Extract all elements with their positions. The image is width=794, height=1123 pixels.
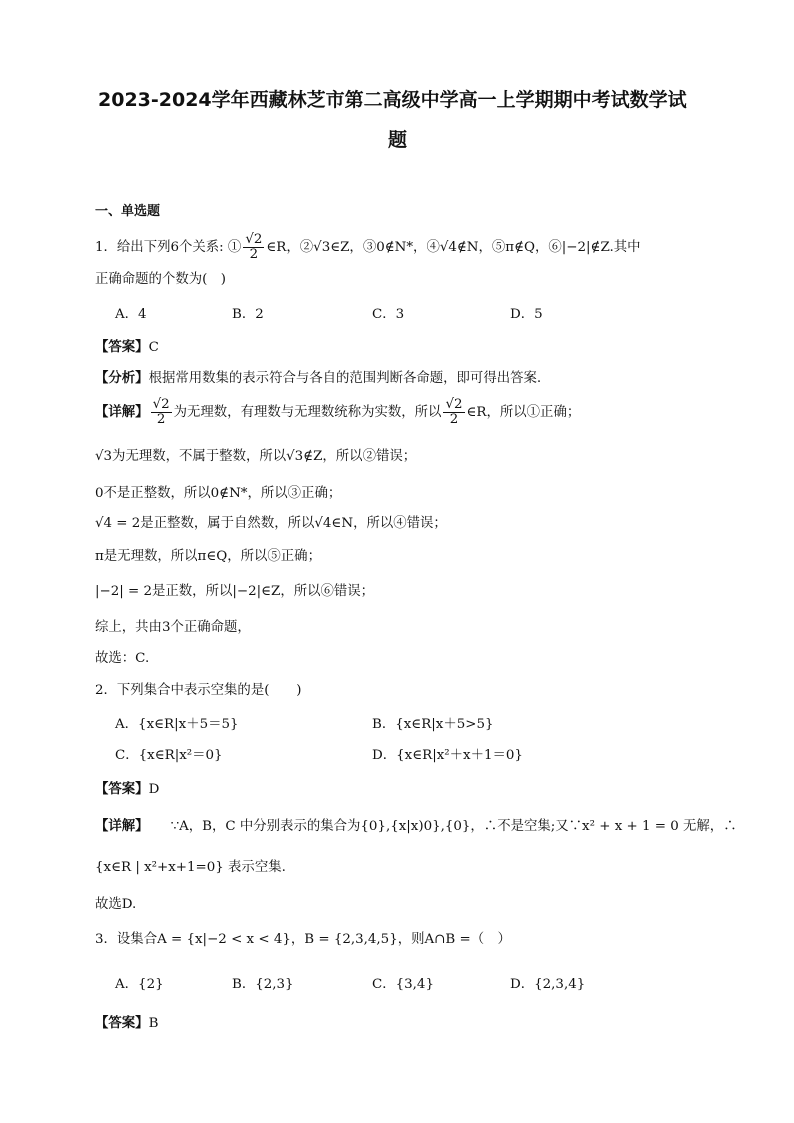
section-heading: 一、单选题: [95, 204, 161, 219]
q1-answer: [95, 341, 159, 354]
q1-answer-tag: 【答案】: [95, 340, 149, 355]
q2-option-d: D．{x∈R|x²＋x＋1＝0}: [372, 748, 523, 763]
q1-detail-line3: 0不是正整数，所以0∉N*，所以③正确；: [95, 486, 342, 501]
q2-detail-line2: {x∈R | x²+x+1=0} 表示空集.: [95, 860, 286, 875]
q1-stem-post: ∈R，②√3∈Z，③0∉N*，④√4∉N，⑤π∉Q，⑥|−2|∉Z.其中: [266, 240, 641, 256]
q1-analysis-text: 根据常用数集的表示符合与各自的范围判断各命题，即可得出答案.: [148, 371, 542, 386]
q1-option-a: A．4: [115, 307, 147, 322]
q1-analysis: [95, 372, 541, 385]
q2-option-a: A．{x∈R|x＋5＝5}: [115, 717, 239, 732]
q1-stem-pre: 1．给出下列6个关系: ①: [95, 240, 242, 256]
q3-stem: 3．设集合A = {x|−2 < x < 4}，B = {2,3,4,5}，则A∩B =（ ）: [95, 932, 511, 947]
q1-fraction: $\frac{√2}{2}$: [245, 232, 263, 263]
q2-answer-tag: 【答案】: [95, 782, 149, 797]
q1-detail-line1: [95, 398, 580, 427]
q2-stem: 2．下列集合中表示空集的是( ): [95, 683, 302, 698]
q3-answer-value: B: [148, 1016, 159, 1031]
q3-option-c: C．{3,4}: [372, 977, 434, 992]
q1-detail-line8: 故选：C.: [95, 651, 150, 666]
q1-option-d: D．5: [510, 307, 543, 322]
q1-detail-text-a: 为无理数，有理数与无理数统称为实数，所以: [173, 405, 442, 421]
q1-detail-text-b: ∈R，所以①正确；: [466, 405, 581, 421]
q1-option-b: B．2: [232, 307, 264, 322]
q2-option-c: C．{x∈R|x²＝0}: [115, 748, 223, 763]
q3-option-d: D．{2,3,4}: [510, 977, 586, 992]
q1-answer-value: C: [148, 340, 159, 355]
q1-detail-line6: |−2| = 2是正数，所以|−2|∈Z，所以⑥错误；: [95, 584, 375, 599]
q2-detail-line1: [95, 820, 737, 833]
q3-option-b: B．{2,3}: [232, 977, 294, 992]
q2-answer: [95, 783, 159, 796]
q2-detail-line3: 故选D.: [95, 897, 137, 912]
q1-stem-line1: [95, 233, 641, 262]
q3-option-a: A．{2}: [115, 977, 164, 992]
q1-stem-line2: 正确命题的个数为( ): [95, 272, 226, 287]
q2-detail-text: ∵A，B，C 中分别表示的集合为{0},{x|x)0},{0}，∴不是空集;又∵x² + x + 1 = 0 无解，∴: [170, 819, 737, 834]
q1-detail-fraction-1: $\frac{√2}{2}$: [152, 397, 170, 428]
document-title-line1: 2023-2024学年西藏林芝市第二高级中学高一上学期期中考试数学试: [98, 89, 687, 111]
q1-detail-line2: √3为无理数，不属于整数，所以√3∉Z，所以②错误；: [95, 449, 417, 464]
q3-answer: [95, 1017, 158, 1030]
q3-answer-tag: 【答案】: [95, 1016, 149, 1031]
q1-detail-tag: 【详解】: [95, 405, 149, 421]
q1-analysis-tag: 【分析】: [95, 371, 149, 386]
document-title-line2: 题: [388, 129, 408, 151]
q2-option-b: B．{x∈R|x＋5>5}: [372, 717, 494, 732]
q1-detail-line5: π是无理数，所以π∈Q，所以⑤正确；: [95, 549, 321, 564]
q1-detail-line7: 综上，共由3个正确命题，: [95, 620, 251, 635]
q1-option-c: C．3: [372, 307, 405, 322]
q1-detail-line4: √4 = 2是正整数，属于自然数，所以√4∈N，所以④错误；: [95, 516, 447, 531]
q2-answer-value: D: [148, 782, 160, 797]
q2-detail-tag: 【详解】: [95, 819, 149, 834]
q1-detail-fraction-2: $\frac{√2}{2}$: [445, 397, 463, 428]
